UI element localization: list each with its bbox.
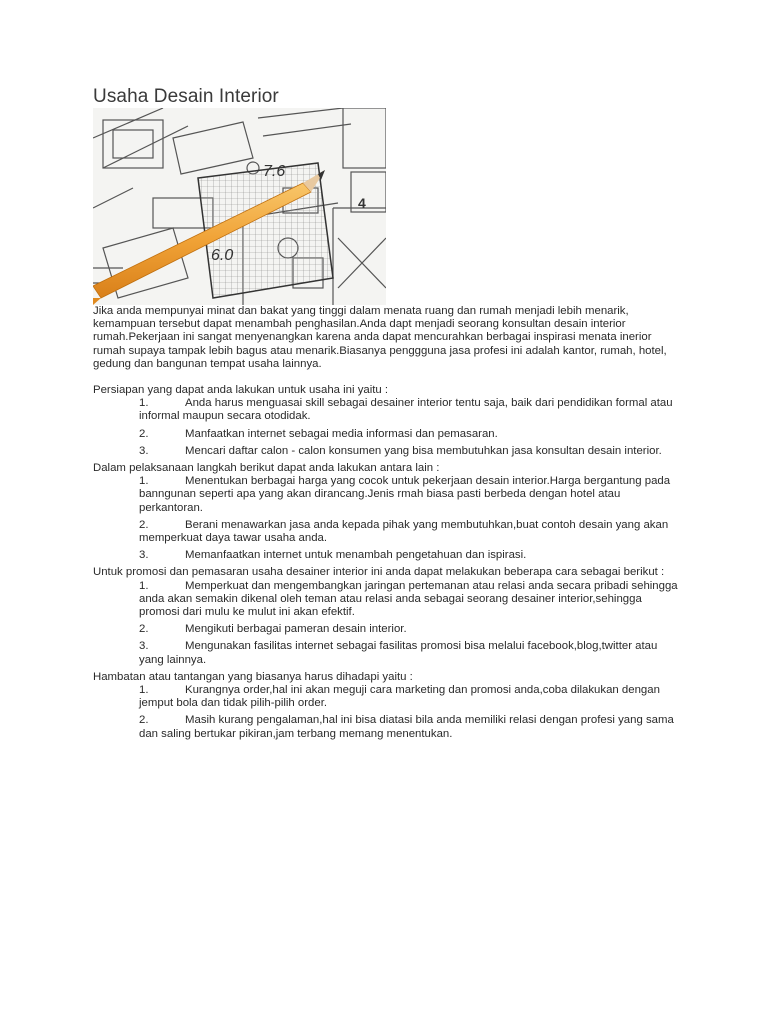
list-persiapan <box>93 397 683 458</box>
list-pelaksanaan <box>93 475 683 562</box>
list-item-text: Memperkuat dan mengembangkan jaringan pertemanan atau relasi anda secara pribadi sehingga anda akan semakin dikenal oleh teman atau relasi anda sebagai seorang desainer interior,sehingga promosi dari mulu ke mulut ini akan efektif. <box>139 579 678 619</box>
list-item-number: 1. <box>139 475 149 488</box>
list-item <box>139 714 683 740</box>
article-body <box>93 305 683 745</box>
list-item-text: Kurangnya order,hal ini akan meguji cara marketing dan promosi anda,coba dilakukan dengan jemput bola dan tidak pilih-pilih order. <box>139 684 660 710</box>
list-item-number: 3. <box>139 549 149 562</box>
list-item-text: Berani menawarkan jasa anda kepada pihak yang membutuhkan,buat contoh desain yang akan memperkuat daya tawar usaha anda. <box>139 518 669 545</box>
list-item <box>139 445 683 458</box>
section-heading-persiapan: Persiapan yang dapat anda lakukan untuk usaha ini yaitu : <box>93 384 389 397</box>
list-item-text: Mengunakan fasilitas internet sebagai fasilitas promosi bisa melalui facebook,blog,twitter atau yang lainnya. <box>139 640 658 666</box>
list-item-number: 1. <box>139 579 149 592</box>
list-item <box>139 623 683 636</box>
list-item <box>139 580 683 620</box>
list-item-text: Anda harus menguasai skill sebagai desainer interior tentu saja, baik dari pendidikan formal atau informal maupun secara otodidak. <box>139 397 673 423</box>
list-item-text: Menentukan berbagai harga yang cocok untuk pekerjaan desain interior.Harga bergantung pada banngunan seperti apa yang akan dirancang.Jenis rmah biasa pasti berbeda dengan hotel atau perkantoran. <box>139 475 671 514</box>
list-hambatan <box>93 684 683 741</box>
list-item-text: Manfaatkan internet sebagai media informasi dan pemasaran. <box>185 427 498 440</box>
intro-paragraph: Jika anda mempunyai minat dan bakat yang tinggi dalam menata ruang dan rumah menjadi lebih menarik, kemampuan tersebut dapat menambah penghasilan.Anda dapt menjadi seorang konsultan desain interior rumah.Pekerjaan ini sangat menyenangkan karena anda dapat mencurahkan berbagai inspirasi menata inerior rumah supaya tampak lebih bagus atau menarik.Biasanya penggguna jasa profesi ini adalah kantor, rumah, hotel, gedung dan bangunan tempat usaha lainnya. <box>93 305 667 370</box>
list-item-number: 2. <box>139 427 149 440</box>
section-heading-promosi: Untuk promosi dan pemasaran usaha desainer interior ini anda dapat melakukan beberapa cara sebagai berikut : <box>93 566 665 579</box>
list-item <box>139 428 683 441</box>
list-item-text: Mencari daftar calon - calon konsumen yang bisa membutuhkan jasa konsultan desain interior. <box>185 444 662 457</box>
list-item-number: 3. <box>139 444 149 457</box>
list-item-text: Mengikuti berbagai pameran desain interior. <box>185 623 407 636</box>
list-item <box>139 519 683 545</box>
list-promosi <box>93 580 683 667</box>
list-item-number: 2. <box>139 518 149 531</box>
list-item <box>139 397 683 423</box>
list-item-number: 1. <box>139 397 149 410</box>
list-item-number: 3. <box>139 640 149 653</box>
list-item-number: 1. <box>139 684 149 697</box>
blueprint-pencil-image <box>93 108 386 305</box>
list-item-text: Memanfaatkan internet untuk menambah pengetahuan dan ispirasi. <box>185 549 527 562</box>
list-item-text: Masih kurang pengalaman,hal ini bisa diatasi bila anda memiliki relasi dengan profesi yang sama dan saling bertukar pikiran,jam terbang memang menentukan. <box>139 714 674 740</box>
dimension-label-6-0: 6.0 <box>211 247 234 264</box>
list-item <box>139 549 683 562</box>
page-title: Usaha Desain Interior <box>93 86 279 107</box>
dimension-label-4: 4 <box>358 195 366 211</box>
list-item <box>139 684 683 710</box>
dimension-label-7-6: 7.6 <box>263 163 286 180</box>
list-item <box>139 640 683 666</box>
section-heading-hambatan: Hambatan atau tantangan yang biasanya harus dihadapi yaitu : <box>93 670 413 683</box>
list-item <box>139 475 683 515</box>
list-item-number: 2. <box>139 714 149 727</box>
list-item-number: 2. <box>139 623 149 636</box>
section-heading-pelaksanaan: Dalam pelaksanaan langkah berikut dapat anda lakukan antara lain : <box>93 462 440 475</box>
